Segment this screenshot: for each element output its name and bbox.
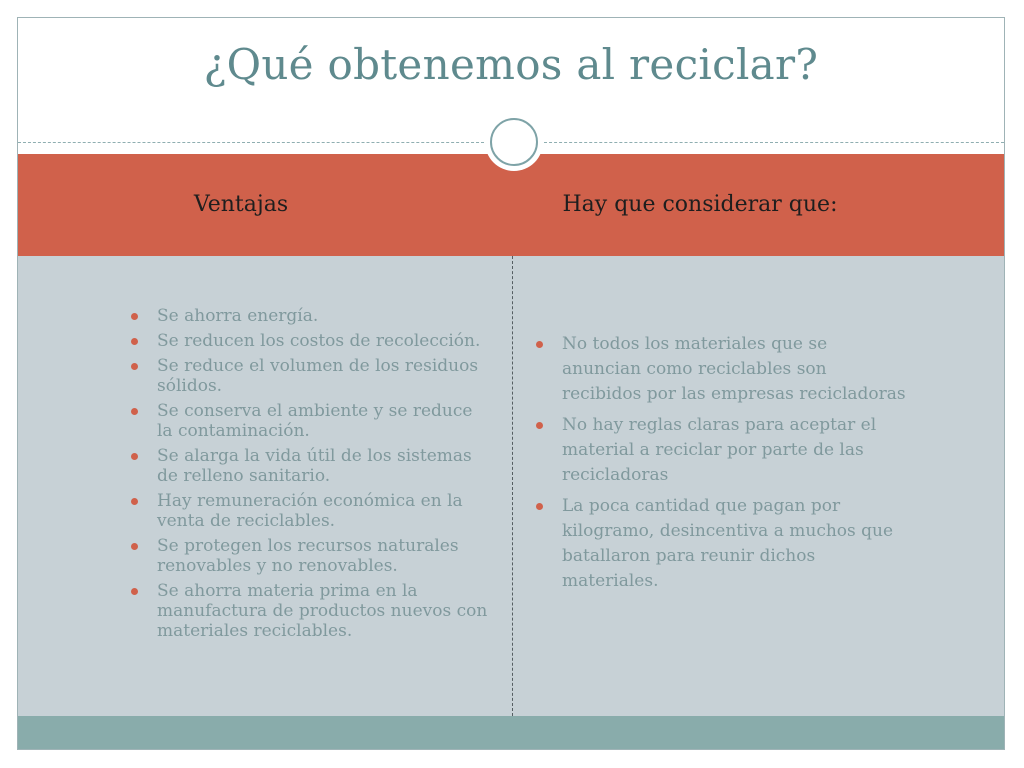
bullet-icon xyxy=(131,588,138,595)
list-item xyxy=(536,413,908,488)
list-item xyxy=(131,401,491,441)
list-item xyxy=(131,491,491,531)
table-body-row xyxy=(18,256,1004,716)
bullet-icon xyxy=(536,503,543,510)
list-item xyxy=(131,356,491,396)
bullet-icon xyxy=(131,498,138,505)
list-item xyxy=(131,581,491,641)
bullet-icon xyxy=(131,453,138,460)
bullet-icon xyxy=(131,363,138,370)
slide-title: ¿Qué obtenemos al reciclar? xyxy=(203,40,819,89)
list-item-text: Se ahorra energía. xyxy=(157,306,319,326)
ventajas-list xyxy=(131,306,491,646)
bullet-icon xyxy=(536,341,543,348)
bullet-icon xyxy=(536,422,543,429)
slide-frame xyxy=(17,17,1005,750)
bullet-icon xyxy=(131,338,138,345)
list-item xyxy=(131,536,491,576)
list-item-text: Se reduce el volumen de los residuos sólidos. xyxy=(157,356,479,396)
footer-bar xyxy=(18,716,1004,750)
header-considerar: Hay que considerar que: xyxy=(562,192,838,217)
list-item-text: Se conserva el ambiente y se reduce la contaminación. xyxy=(157,401,473,441)
bullet-icon xyxy=(131,408,138,415)
bullet-icon xyxy=(131,313,138,320)
divider-circle-ornament xyxy=(485,113,543,171)
circle-ring-icon xyxy=(490,118,538,166)
list-item-text: Se alarga la vida útil de los sistemas de relleno sanitario. xyxy=(157,446,472,486)
list-item xyxy=(131,446,491,486)
list-item-text: La poca cantidad que pagan por kilogramo, desincentiva a muchos que batallaron para reunir dichos materiales. xyxy=(562,496,894,591)
column-divider xyxy=(512,256,513,716)
list-item-text: No hay reglas claras para aceptar el material a reciclar por parte de las recicladoras xyxy=(562,415,877,485)
list-item xyxy=(131,306,491,326)
list-item xyxy=(536,332,908,407)
header-ventajas: Ventajas xyxy=(193,192,289,217)
title-divider-right xyxy=(544,142,1004,143)
list-item-text: Se protegen los recursos naturales renovables y no renovables. xyxy=(157,536,459,576)
list-item xyxy=(131,331,491,351)
list-item-text: Se ahorra materia prima en la manufactura de productos nuevos con materiales reciclables. xyxy=(157,581,488,641)
considerar-list xyxy=(536,332,908,600)
bullet-icon xyxy=(131,543,138,550)
title-divider-left xyxy=(18,142,484,143)
list-item-text: Hay remuneración económica en la venta de reciclables. xyxy=(157,491,463,531)
list-item-text: No todos los materiales que se anuncian como reciclables son recibidos por las empresas recicladoras xyxy=(562,334,906,404)
list-item xyxy=(536,494,908,594)
list-item-text: Se reducen los costos de recolección. xyxy=(157,331,481,351)
